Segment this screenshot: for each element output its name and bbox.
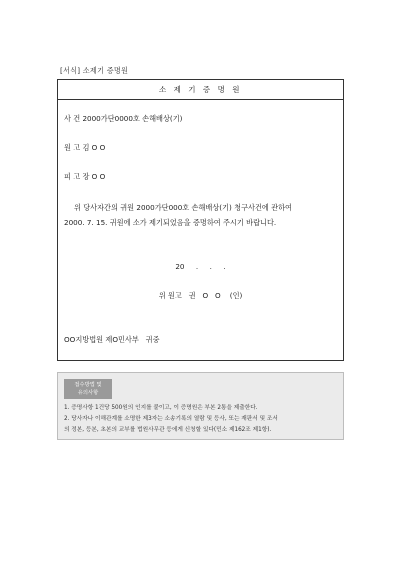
form-label: [서식] 소제기 증명원 [60, 66, 129, 75]
notice-text [64, 403, 340, 436]
certificate-document [57, 79, 344, 361]
notice-item-2-line-1: 2. 당사자나 이해관계를 소명한 제3자는 소송기록의 열람 및 등사, 또는 재판서 및 조서 [64, 416, 278, 422]
defendant-line: 피 고 장 O O [64, 172, 106, 181]
notice-item-1: 1. 증명사항 1건당 500원의 인지를 붙이고, 이 증명원은 부본 2통을 제출한다. [64, 405, 258, 411]
addressee-line: OO지방법원 제O민사부 귀중 [64, 335, 160, 344]
notice-tag-line-1: 접수방법 및 [74, 382, 102, 388]
case-line: 사 건 2000가단0000호 손해배상(기) [64, 114, 183, 123]
notice-tag-line-2: 유의사항 [77, 390, 99, 396]
request-line-1: 위 당사자간의 귀원 2000가단000호 손해배상(기) 청구사건에 관하여 [74, 203, 292, 212]
signature-line: 위 원고 권 O O (인) [158, 291, 243, 300]
document-title: 소 제 기 증 명 원 [58, 80, 343, 100]
date-line: 20 . . . [175, 262, 226, 271]
notice-box [57, 372, 344, 440]
notice-item-2-line-2: 의 정본, 등본, 초본의 교부를 법원사무관 등에게 신청할 있다(민소 제162조 제1항). [64, 427, 272, 433]
notice-tag [64, 379, 112, 399]
request-paragraph [64, 200, 340, 230]
plaintiff-line: 원 고 김 O O [64, 143, 106, 152]
request-line-2: 2000. 7. 15. 귀원에 소가 제기되었음을 증명하여 주시기 바랍니다. [64, 218, 277, 227]
